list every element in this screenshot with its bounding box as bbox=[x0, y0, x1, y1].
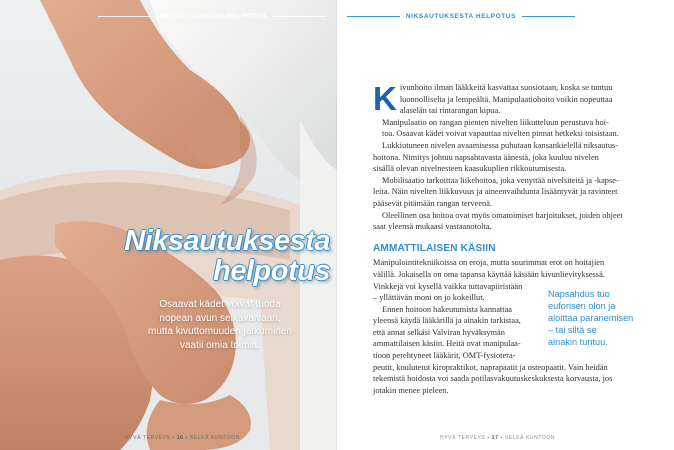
text-line: jotakin menee pieleen. bbox=[373, 385, 449, 395]
page-number: 16 bbox=[176, 435, 184, 441]
text-line: Vinkkejä voi kysellä vaikka tuttavapiiristään bbox=[373, 281, 523, 291]
body-paragraph bbox=[373, 140, 651, 175]
body-paragraph bbox=[373, 257, 651, 280]
deck-line: vaatii omia toimia. bbox=[179, 339, 261, 351]
section-label: NIKSAUTUKSESTA HELPOTUS bbox=[156, 12, 268, 20]
text-line: hoitona. Nimitys johtuu napsahtavasta äänestä, joka kuuluu nivelen bbox=[373, 152, 599, 162]
pull-quote-line: Napsahdus tuo bbox=[548, 289, 610, 299]
page-number: 17 bbox=[491, 435, 499, 441]
text-line: Mobilisaatio tarkoittaa liikehoitoa, joka venyttää nivelsiteitä ja -kapse- bbox=[382, 175, 619, 185]
text-line: ammattilaisen käsiin. Heitä ovat manipulaa- bbox=[373, 339, 521, 349]
body-paragraph bbox=[373, 117, 651, 140]
text-line: toa. Osaavat kädet voivat vapauttaa nivelten pinnat hetkeksi toisistaan. bbox=[382, 129, 619, 139]
section-rule bbox=[273, 16, 326, 17]
article-headline bbox=[90, 226, 330, 286]
right-page bbox=[337, 0, 674, 450]
section-rule bbox=[522, 16, 575, 17]
text-line: tioon perehtyneet lääkärit, OMT-fysiotera- bbox=[373, 351, 516, 361]
deck-line: mutta kivuttomuuden jatkuminen bbox=[148, 326, 292, 337]
section-rule bbox=[347, 16, 400, 17]
section-label: NIKSAUTUKSESTA HELPOTUS bbox=[405, 12, 517, 20]
intro-paragraph bbox=[373, 82, 651, 117]
folio-separator: ▪ bbox=[500, 435, 505, 441]
body-paragraph bbox=[373, 210, 651, 233]
text-line: tekemistä hoidosta voi saada potilasvakuutuskeskuksesta korvausta, jos bbox=[373, 374, 613, 384]
text-line: leita. Näin nivelten liikkuvuus ja aineenvaihdunta lisääntyvät ja ravinteet bbox=[373, 187, 618, 197]
text-line: Oleellinen osa hoitoa ovat myös omatoimiset harjoitukset, joiden ohjeet bbox=[382, 210, 623, 220]
folio-separator: ▪ bbox=[487, 435, 492, 441]
body-paragraph bbox=[373, 362, 651, 397]
section-header-left bbox=[98, 11, 326, 21]
text-line: Ennen hoitoon hakeutumista kannattaa bbox=[382, 304, 513, 314]
folio-issue: SELKÄ KUNTOON bbox=[189, 435, 241, 441]
text-line: pääsevät pitämään rangan terveenä. bbox=[373, 198, 493, 208]
pull-quote-line: aloittaa paranemisen bbox=[548, 313, 634, 323]
headline-line-2: helpotus bbox=[213, 255, 330, 287]
text-line: alaselän tai rintarangan kipua. bbox=[399, 106, 501, 116]
section-subheading: AMMATTILAISEN KÄSIIN bbox=[373, 242, 496, 254]
article-deck bbox=[130, 298, 310, 352]
deck-line: nopean avun selkävaivaan, bbox=[159, 312, 281, 324]
section-header-right bbox=[347, 11, 575, 21]
text-line: että annat selkäsi Valviran hyväksymän bbox=[373, 327, 505, 337]
section-rule bbox=[98, 16, 151, 17]
drop-cap: K bbox=[373, 80, 397, 117]
pull-quote bbox=[548, 288, 643, 348]
text-line: välillä. Jokaisella on oma tapansa käyttää käsiään kivunlievityksessä. bbox=[373, 269, 605, 279]
text-line: Lukkiutuneen nivelen avaamisessa puhutaan kansankielellä niksautus- bbox=[382, 140, 619, 150]
text-line: saat yleensä mukaasi vastaanotolta. bbox=[373, 222, 492, 232]
page-folio-right bbox=[440, 435, 555, 441]
folio-magazine: HYVÄ TERVEYS bbox=[125, 435, 171, 441]
text-line: sisällä olevan nivelnesteen kaasukuplien rikkoutumisesta. bbox=[373, 164, 567, 174]
pull-quote-line: euforisen olon ja bbox=[548, 301, 616, 311]
text-line: Manipulointitekniikoissa on eroja, mutta suurimmat erot on hoitajien bbox=[373, 258, 605, 268]
article-body bbox=[373, 82, 651, 396]
headline-line-1: Niksautuksesta bbox=[124, 225, 330, 257]
text-line: peutit, koulutetut kiropraktikot, naprapaatit ja osteopaatit. Vain heidän bbox=[373, 362, 608, 372]
pull-quote-line: – tai siltä se bbox=[548, 325, 597, 335]
folio-separator: ▪ bbox=[185, 435, 190, 441]
text-line: yleensä käydä lääkärillä ja ainakin tarkistaa, bbox=[373, 316, 521, 326]
folio-magazine: HYVÄ TERVEYS bbox=[440, 435, 486, 441]
deck-line: Osaavat kädet voivat tuoda bbox=[159, 299, 281, 310]
pull-quote-line: ainakin tuntuu. bbox=[548, 337, 608, 347]
text-line: – yllättävän moni on jo kokeillut. bbox=[373, 293, 485, 303]
body-paragraph bbox=[373, 175, 651, 210]
text-line: ivunhoito ilman lääkkeitä kasvattaa suosiotaan, koska se tuntuu bbox=[399, 83, 613, 92]
text-line: luonnolliselta ja lempeältä. Manipulaatiohoito voikin nopeuttaa bbox=[399, 94, 613, 104]
text-line: Manipulaatio on rangan pienten nivelten liikutteluun perustuva hoi- bbox=[382, 117, 609, 127]
folio-separator: ▪ bbox=[172, 435, 177, 441]
folio-issue: SELKÄ KUNTOON bbox=[504, 435, 556, 441]
page-folio-left bbox=[125, 435, 240, 441]
